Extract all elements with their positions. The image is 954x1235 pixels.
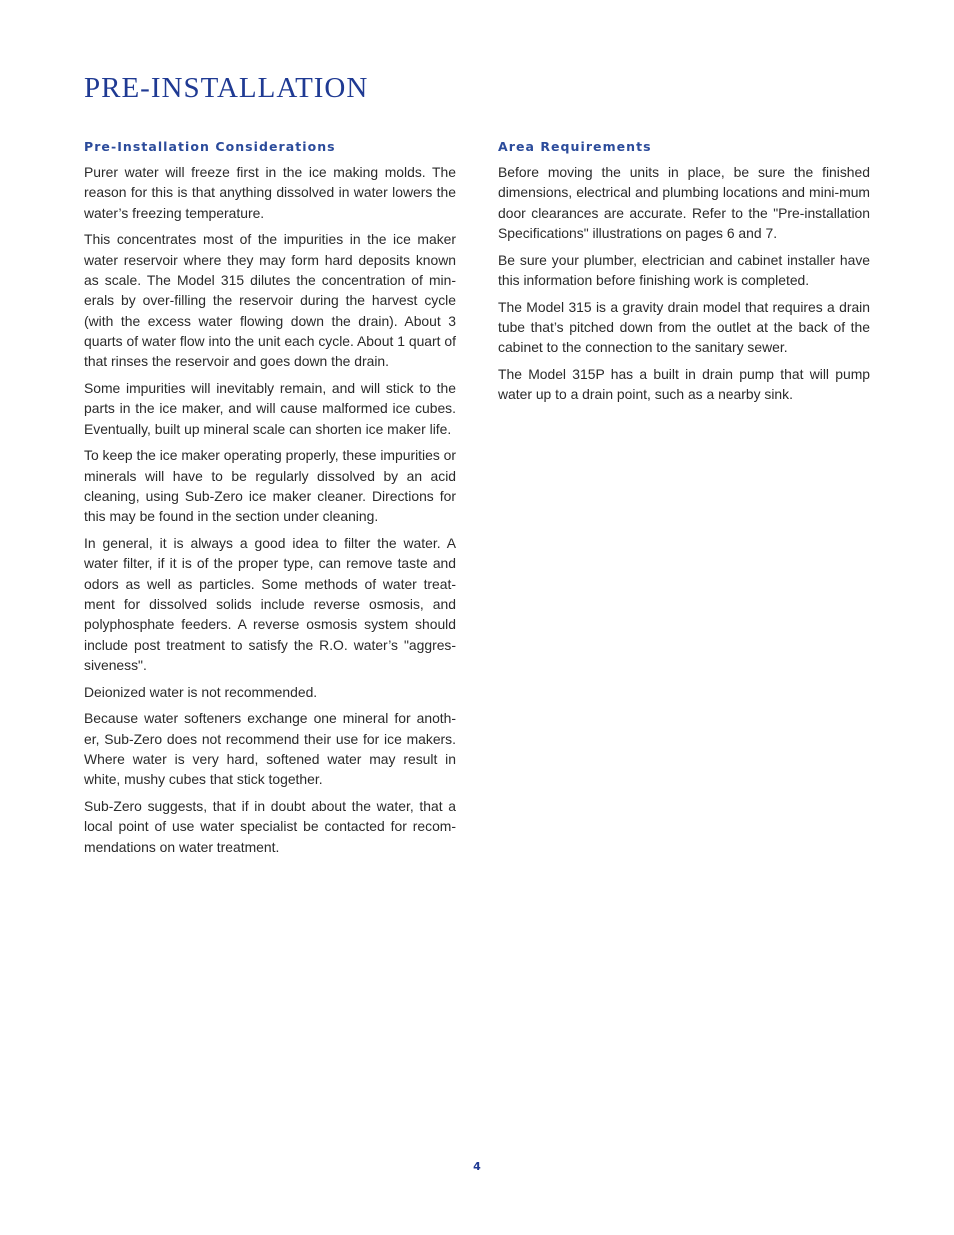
paragraph: Because water softeners exchange one mineral for anoth-er, Sub-Zero does not recommend their use for ice makers. Where water is very hard, softened water may result in white, mushy cubes that stick together. <box>84 710 456 788</box>
paragraph: Be sure your plumber, electrician and cabinet installer have this information before finishing work is completed. <box>498 251 870 288</box>
paragraph: To keep the ice maker operating properly, these impurities or minerals will have to be regularly dissolved by an acid cleaning, using Sub-Zero ice maker cleaner. Directions for this may be found in the section under cleaning. <box>84 447 456 525</box>
paragraph: Sub-Zero suggests, that if in doubt about the water, that a local point of use water specialist be contacted for recom-mendations on water treatment. <box>84 798 456 855</box>
page-number: 4 <box>473 1160 481 1173</box>
paragraph: Before moving the units in place, be sure the finished dimensions, electrical and plumbing locations and mini-mum door clearances are accurate. Refer to the "Pre-installation Specifications" illustrations on pages 6 and 7. <box>498 164 870 241</box>
paragraph: The Model 315 is a gravity drain model that requires a drain tube that’s pitched down from the outlet at the back of the cabinet to the connection to the sanitary sewer. <box>498 298 870 356</box>
section-heading-pre-installation-considerations: Pre-Installation Considerations <box>84 139 336 154</box>
paragraph: Purer water will freeze first in the ice making molds. The reason for this is that anything dissolved in water lowers the water’s freezing temperature. <box>84 164 456 221</box>
page-title: PRE-INSTALLATION <box>84 72 369 104</box>
left-column <box>84 138 456 864</box>
paragraph: Some impurities will inevitably remain, and will stick to the parts in the ice maker, and will cause malformed ice cubes. Eventually, built up mineral scale can shorten ice maker life. <box>84 379 456 437</box>
paragraph: This concentrates most of the impurities in the ice maker water reservoir where they may form hard deposits known as scale. The Model 315 dilutes the concentration of min-erals by over-filling the reservoir during the harvest cycle (with the excess water flowing down the drain). About 3 quarts of water flow into the unit each cycle. About 1 quart of that rinses the reservoir and goes down the drain. <box>84 231 456 370</box>
paragraph: In general, it is always a good idea to filter the water. A water filter, if it is of the proper type, can remove taste and odors as well as particles. Some methods of water treat-ment for dissolved solids include reverse osmosis, and polyphosphate feeders. A reverse osmosis system should include post treatment to satisfy the R.O. water’s "aggres-siveness". <box>84 535 456 673</box>
paragraph: Deionized water is not recommended. <box>84 683 318 700</box>
right-column <box>498 138 870 411</box>
paragraph: The Model 315P has a built in drain pump that will pump water up to a drain point, such as a nearby sink. <box>498 366 870 403</box>
section-heading-area-requirements: Area Requirements <box>498 139 652 154</box>
